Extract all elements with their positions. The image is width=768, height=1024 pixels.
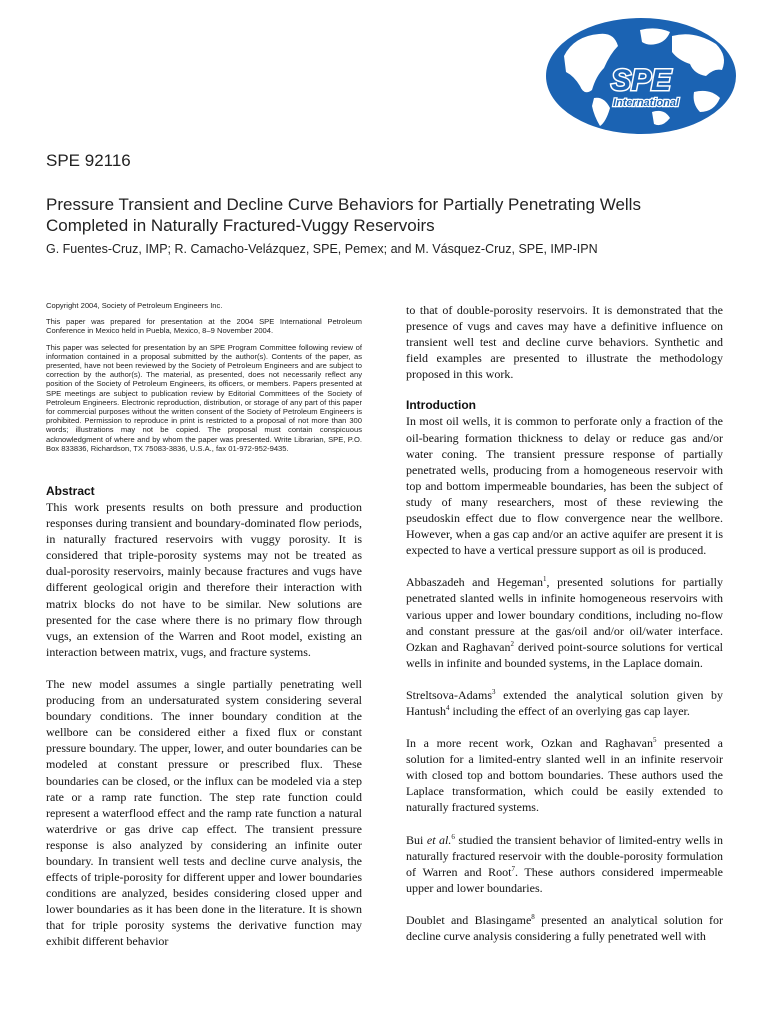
reference-superscript: 6 [451, 832, 455, 841]
text-run: Doublet and Blasingame [406, 912, 532, 927]
intro-paragraph [406, 574, 723, 671]
paper-number: SPE 92116 [46, 151, 131, 170]
spe-member-mark: SPE [518, 242, 544, 256]
reference-superscript: 1 [543, 575, 547, 584]
text-run: studied the transient behavior of limited-entry wells in naturally fractured reservoir with the double-porosity formulation of Warren and Root [406, 832, 724, 879]
text-run: extended the analytical solution given by Hantush [406, 687, 723, 718]
reference-superscript: 2 [510, 639, 515, 648]
conference-statement: This paper was prepared for presentation at the 2004 SPE International Petroleum Conference in Mexico held in Puebla, Mexico, 8–9 November 2004. [46, 317, 362, 336]
text-run: Bui [406, 832, 427, 847]
text-run: , presented solutions for partially penetrated slanted wells in infinite homogeneous reservoirs with various upper and lower boundary conditions, including no-flow and constant pressure at the gas/oil and/or oil/water interface. Ozkan and Raghavan [406, 575, 723, 654]
text-run: . These authors considered impermeable upper and lower boundaries. [406, 864, 723, 895]
reference-superscript: 3 [492, 687, 496, 696]
text-run: Abbaszadeh and Hegeman [406, 575, 544, 590]
spe-member-mark: SPE [312, 242, 338, 256]
intro-paragraph: In most oil wells, it is common to perforate only a fraction of the oil-bearing formation thickness to delay or reduce gas and/or water coning. The transient pressure response of partially penetrated wells, producing from a homogeneous reservoir with top and bottom impermeable boundaries, has been the subject of study of many researchers, most of these reviewing the pseudoskin effect due to flow convergence near the wellbore. However, when a gas cap and/or an active aquifer are present it is expected to have a vertical pressure support as oil is produced. [406, 414, 723, 558]
intro-paragraph [406, 735, 723, 815]
abstract-paragraph-continued: to that of double-porosity reservoirs. It is demonstrated that the presence of vugs and caves may have a definitive influence on transient well test and decline curve behaviors. Synthetic and field examples are presented to illustrate the methodology proposed in this work. [406, 303, 723, 382]
intro-paragraph [406, 687, 723, 719]
text-run: including the effect of an overlying gas cap layer. [449, 703, 690, 718]
reference-superscript: 7 [511, 864, 515, 873]
text-run: Streltsova-Adams [406, 687, 492, 702]
intro-paragraph [406, 832, 723, 896]
author-text: G. Fuentes-Cruz, IMP; R. Camacho-Velázquez, [46, 242, 313, 256]
spe-international-logo [544, 16, 738, 136]
author-text: , IMP-IPN [543, 242, 598, 256]
paper-title: Pressure Transient and Decline Curve Behaviors for Partially Penetrating Wells Completed in Naturally Fractured-Vuggy Reservoirs [46, 195, 641, 235]
left-column [46, 484, 362, 966]
reference-superscript: 4 [446, 703, 450, 712]
text-run: presented a solution for a limited-entry slanted well in an infinite reservoir with closed top and bottom boundaries. These authors used the Laplace transformation, which could be easily extended to naturally fractured systems. [406, 736, 724, 815]
right-column [406, 302, 723, 960]
reference-superscript: 8 [531, 912, 535, 921]
logo-tagline: International [612, 97, 680, 109]
abstract-heading: Abstract [46, 484, 95, 498]
et-al: et al. [426, 832, 452, 847]
logo-brand: SPE [610, 64, 672, 97]
intro-paragraph [406, 912, 723, 944]
author-list [46, 242, 746, 256]
copyright-line: Copyright 2004, Society of Petroleum Engineers Inc. [46, 301, 223, 310]
author-text: , Pemex; and M. Vásquez-Cruz, [337, 242, 519, 256]
reference-superscript: 5 [652, 736, 657, 745]
text-run: presented an analytical solution for decline curve analysis considering a fully penetrated well with [406, 912, 724, 943]
copyright-notice [46, 301, 362, 460]
abstract-paragraph: This work presents results on both pressure and production responses during transient and boundary-dominated flow periods, in naturally fractured reservoirs with vuggy porosity. It is considered that triple-porosity systems may not be treated as dual-porosity reservoirs, mainly because fractures and vugs have different geological origin and therefore their interaction with matrix blocks do not have to be similar. New solutions are presented for the case where there is no primary flow through vugs, an extension of the Warren and Root model, existing an interaction between matrix, vugs, and fracture systems. [46, 500, 362, 659]
text-run: In a more recent work, Ozkan and Raghavan [406, 736, 653, 751]
review-statement: This paper was selected for presentation by an SPE Program Committee following review of information contained in a proposal submitted by the author(s). Contents of the paper, as presented, have not been reviewed by the Society of Petroleum Engineers and are subject to correction by the author(s). The material, as presented, does not necessarily reflect any position of the Society of Petroleum Engineers, its officers, or members. Papers presented at SPE meetings are subject to publication review by Editorial Committees of the Society of Petroleum Engineers. Electronic reproduction, distribution, or storage of any part of this paper for commercial purposes without the written consent of the Society of Petroleum Engineers is prohibited. Permission to reproduce in print is restricted to a proposal of not more than 300 words; illustrations may not be copied. The proposal must contain conspicuous acknowledgment of where and by whom the paper was presented. Write Librarian, SPE, P.O. Box 833836, Richardson, TX 75083-3836, U.S.A., fax 01-972-952-9435. [46, 342, 362, 453]
text-run: derived point-source solutions for vertical wells in infinite and bounded systems, in the Laplace domain. [406, 639, 723, 670]
abstract-paragraph: The new model assumes a single partially penetrating well producing from an undersaturated system considering several boundary conditions. The inner boundary condition at the wellbore can be considered either a fixed flux or constant pressure boundary. The upper, lower, and outer boundaries can be modeled at constant pressure or prescribed flux. These boundaries can be closed, or the influx can be modeled via a step rate or a ramp rate function. The step rate function could represent a waterflood effect and the ramp rate function a natural waterdrive or gas drive cap effect. The transient pressure response is also analyzed by considering an infinite outer boundary. In transient well tests and decline curve analysis, the effects of triple-porosity for different upper and lower boundaries conditions are analyzed, besides considering closed upper and lower boundaries as it has been done in the literature. It is shown that for triple porosity systems the derivative function may exhibit different behavior [46, 676, 362, 949]
introduction-heading: Introduction [406, 398, 476, 413]
